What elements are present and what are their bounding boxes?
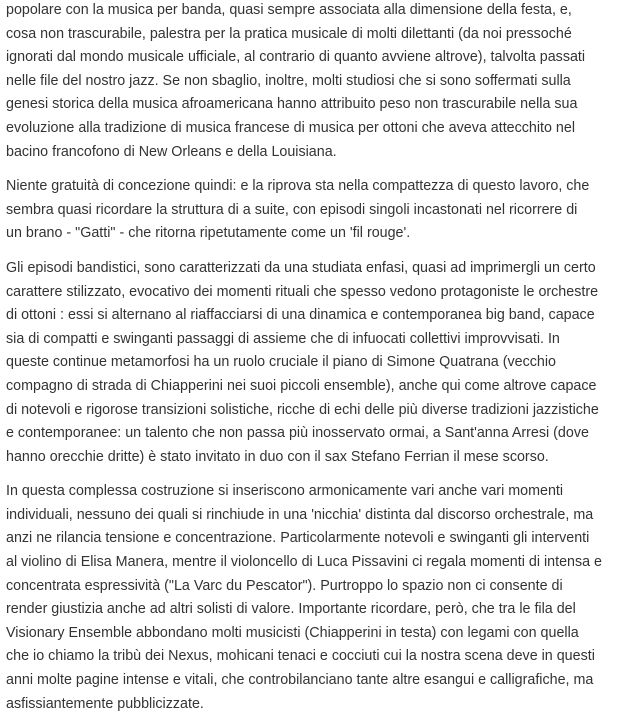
article-body: [6, 0, 618, 727]
text-line: Niente gratuità di concezione quindi: e la riprova sta nella compattezza di questo lavoro, che: [6, 178, 590, 195]
paragraph-suite: [6, 175, 618, 246]
text-line: sia di compatti e swinganti passaggi di assieme che di infuocati collettivi improvvisati. In: [6, 330, 560, 347]
text-line: popolare con la musica per banda, quasi sempre associata alla dimensione della festa, e,: [6, 2, 572, 18]
text-line: Visionary Ensemble abbondano molti musicisti (Chiapperini in testa) con legami con quella: [6, 624, 579, 641]
paragraph-banda: [6, 0, 618, 164]
text-line: ignorati dal mondo musicale ufficiale, al contrario di quanto avviene altrove), talvolta passati: [6, 49, 586, 66]
text-line: compagno di strada di Chiapperini nei suoi piccoli ensemble), anche qui come altrove capace: [6, 377, 597, 394]
text-line: anzi ne rilancia tensione e concentrazione. Particolarmente notevoli e swinganti gli interventi: [6, 530, 590, 547]
text-line: un brano - "Gatti" - che ritorna ripetutamente come un 'fil rouge'.: [6, 225, 411, 242]
text-line: che io chiamo la tribù dei Nexus, mohicani tenaci e cocciuti cui la nostra scena deve in questi: [6, 648, 595, 665]
paragraph-costruzione: [6, 480, 618, 716]
text-line: nelle file del nostro jazz. Se non sbaglio, inoltre, molti studiosi che si sono soffermati sulla: [6, 72, 571, 89]
text-line: al violino di Elisa Manera, mentre il violoncello di Luca Pissavini ci regala momenti di intensa e: [6, 554, 602, 571]
text-line: In questa complessa costruzione si inseriscono armonicamente vari anche vari momenti: [6, 483, 564, 500]
text-line: di ottoni : essi si alternano al riaffacciarsi di una dinamica e contemporanea big band, capace: [6, 307, 595, 324]
text-line: cosa non trascurabile, palestra per la pratica musicale di molti dilettanti (da noi pressoché: [6, 25, 572, 42]
text-line: asfissiantemente pubblicizzate.: [6, 695, 204, 712]
text-line: carattere stilizzato, evocativo dei momenti rituali che spesso vedono protagoniste le orchestre: [6, 283, 599, 300]
text-line: concentrata espressività ("La Varc du Pescator"). Purtroppo lo spazio non ci consente di: [6, 577, 563, 594]
text-line: sembra quasi ricordare la struttura di a suite, con episodi singoli incastonati nel ricorrere di: [6, 201, 578, 218]
text-line: render giustizia anche ad altri solisti di valore. Importante ricordare, però, che tra le fila del: [6, 601, 576, 618]
text-line: e contemporanee: un talento che non passa più inosservato ormai, a Sant'anna Arresi (dove: [6, 425, 589, 442]
text-line: bacino francofono di New Orleans e della Louisiana.: [6, 143, 337, 160]
text-line: individuali, nessuno dei quali si rinchiude in una 'nicchia' distinta dal discorso orchestrale, ma: [6, 506, 594, 523]
text-line: Gli episodi bandistici, sono caratterizzati da una studiata enfasi, quasi ad imprimergli un certo: [6, 259, 596, 276]
paragraph-episodi-bandistici: [6, 257, 618, 469]
text-line: di notevoli e rigorose transizioni solistiche, ricche di echi delle più diverse tradizioni jazzistiche: [6, 401, 599, 418]
text-line: queste continue metamorfosi ha un ruolo cruciale il piano di Simone Quatrana (vecchio: [6, 354, 556, 371]
text-line: anni molte pagine intense e vitali, che controbilanciano tante altre esangui e calligrafiche, ma: [6, 672, 594, 689]
text-line: genesi storica della musica afroamericana hanno attribuito peso non trascurabile nella sua: [6, 96, 578, 113]
text-line: evoluzione alla tradizione di musica francese di musica per ottoni che aveva attecchito nel: [6, 119, 576, 136]
text-line: hanno orecchie dritte) è stato invitato in duo con il sax Stefano Ferrian il mese scorso.: [6, 448, 549, 465]
